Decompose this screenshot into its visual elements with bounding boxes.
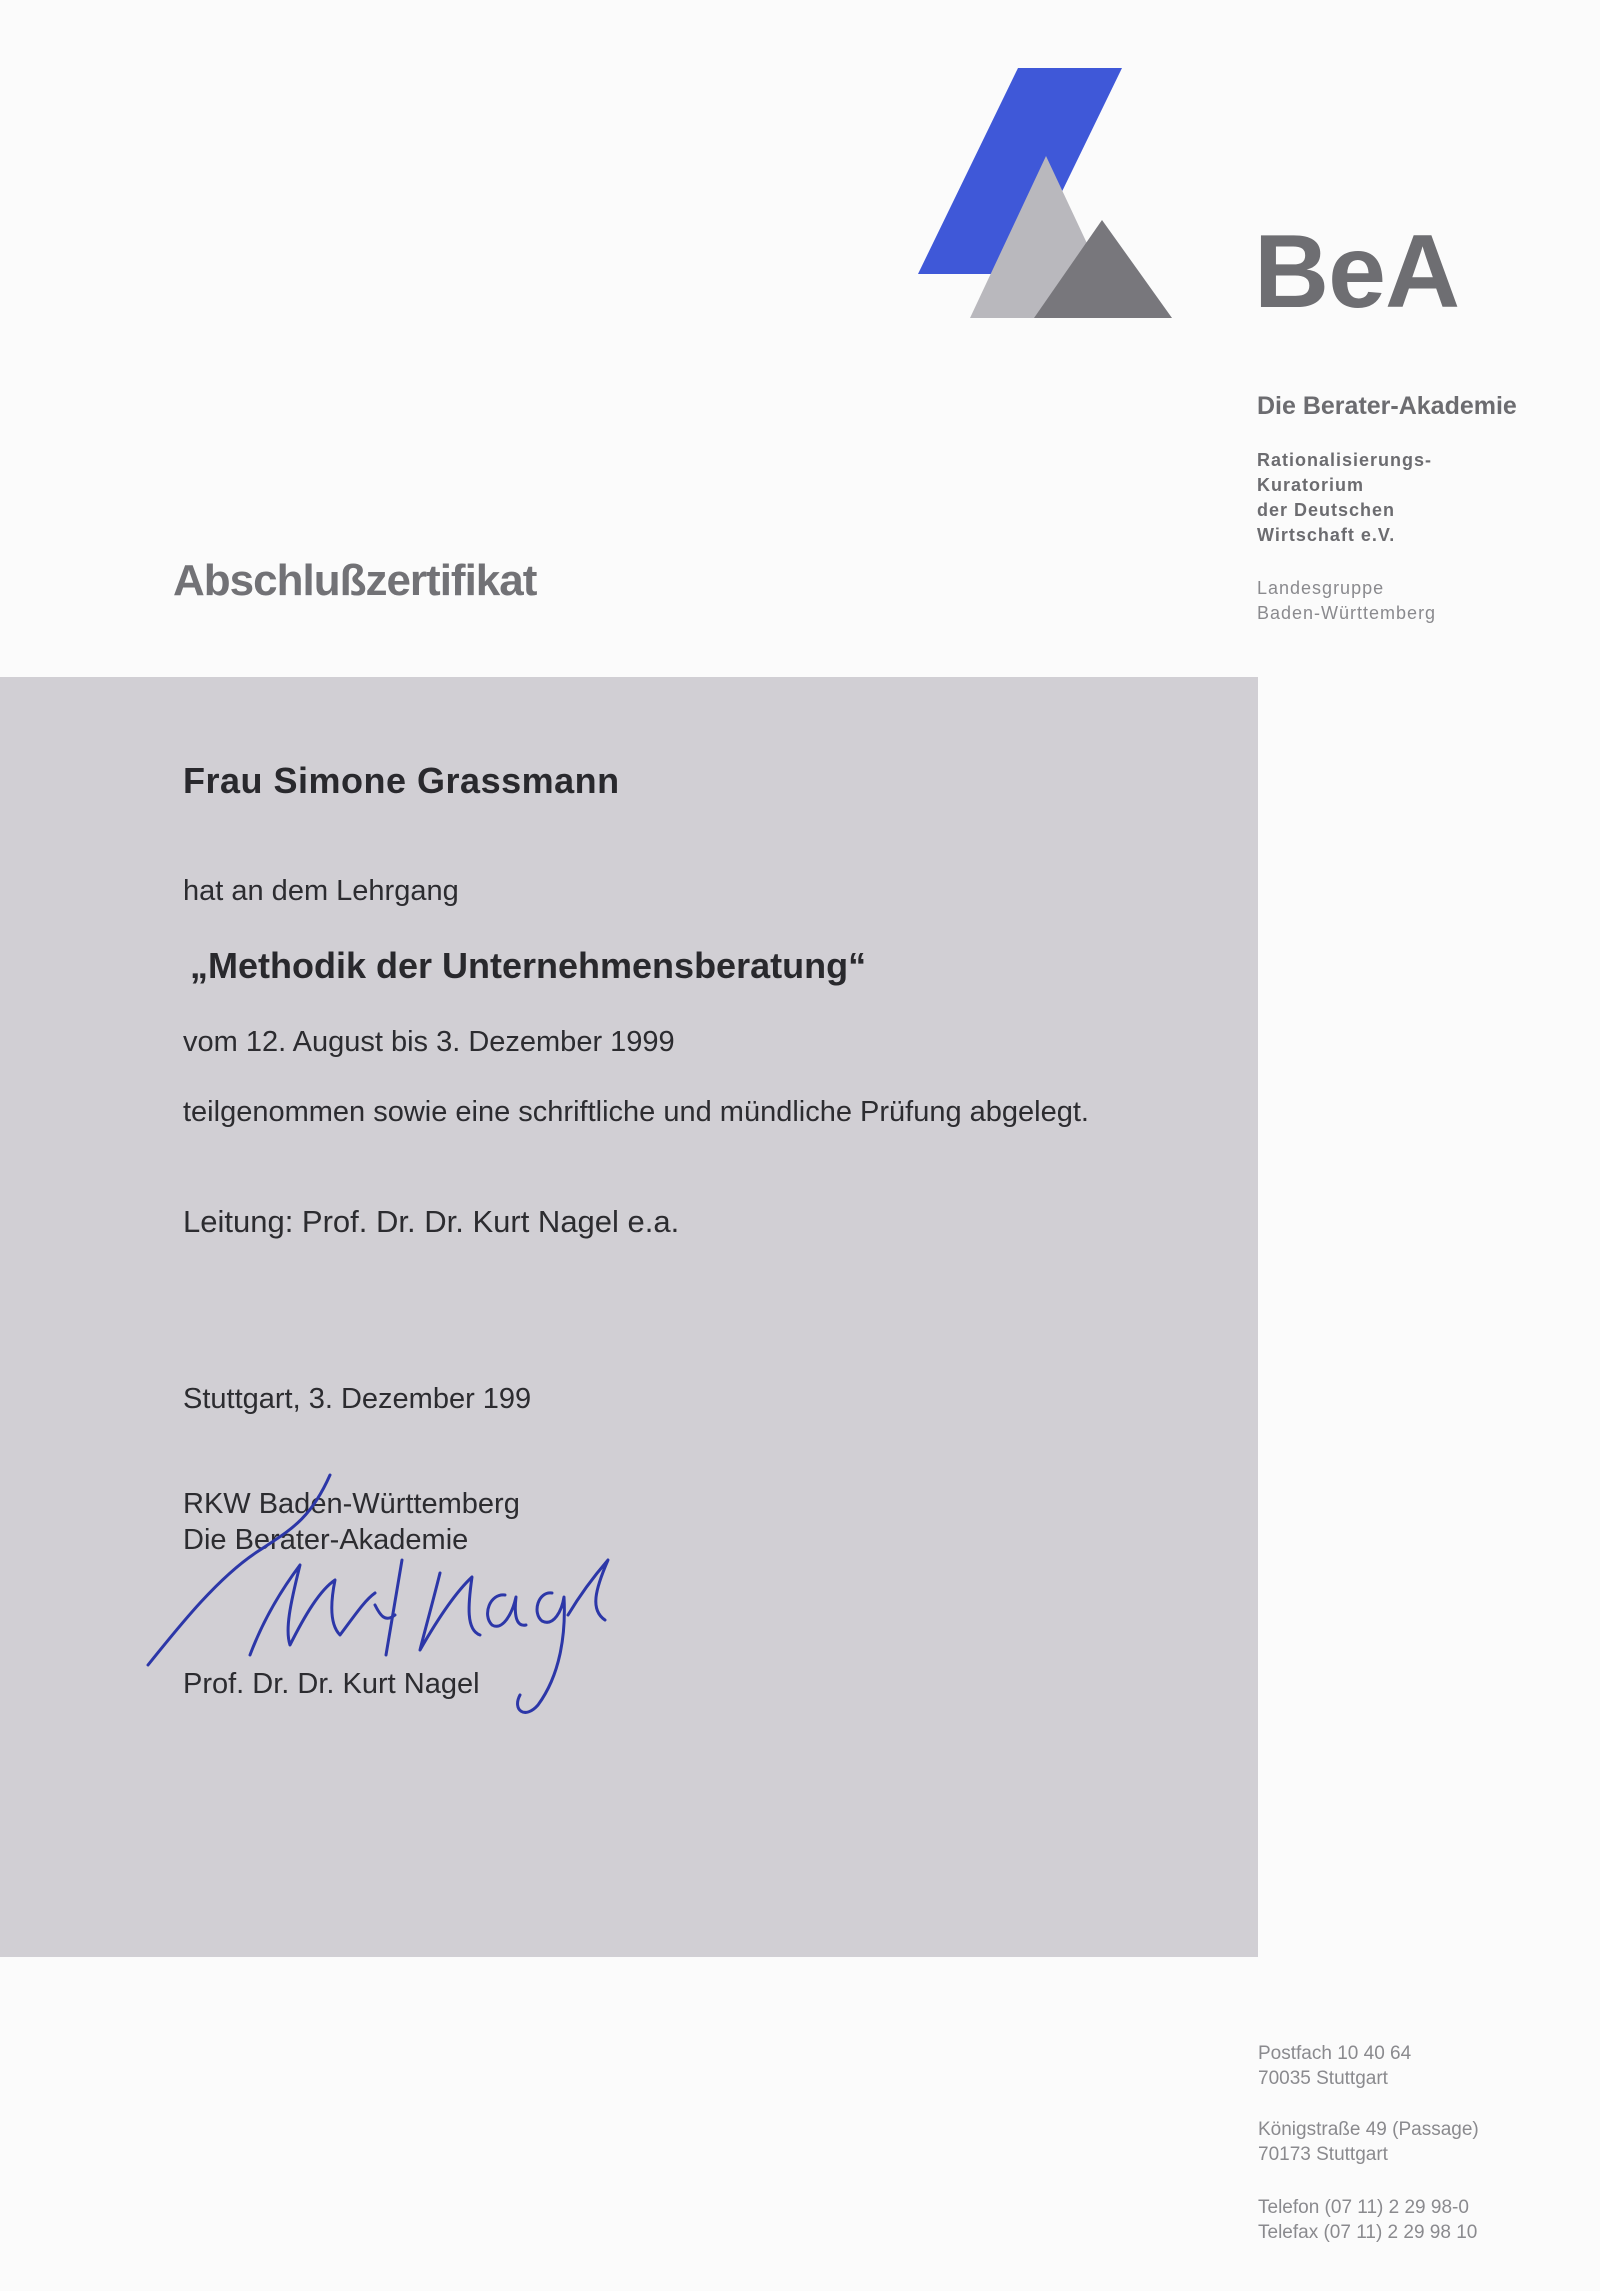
issuer-line-1: RKW Baden-Württemberg	[183, 1488, 520, 1520]
course-name: „Methodik der Unternehmensberatung“	[190, 945, 867, 986]
recipient-name: Frau Simone Grassmann	[183, 760, 620, 801]
course-intro: hat an dem Lehrgang	[183, 875, 459, 907]
street-address	[1258, 2117, 1479, 2167]
org-line: der Deutschen	[1257, 500, 1396, 520]
certificate-panel	[0, 677, 1258, 1957]
date-range: vom 12. August bis 3. Dezember 1999	[183, 1026, 675, 1058]
signature-icon	[140, 1465, 610, 1725]
phone-numbers	[1258, 2195, 1477, 2245]
phone-line: Telefon (07 11) 2 29 98-0	[1258, 2197, 1469, 2218]
region-description	[1257, 576, 1436, 626]
signer-name: Prof. Dr. Dr. Kurt Nagel	[183, 1668, 480, 1700]
bea-logo-icon	[918, 68, 1172, 318]
org-line: Kuratorium	[1257, 475, 1365, 495]
org-line: Rationalisierungs-	[1257, 450, 1433, 470]
place-date: Stuttgart, 3. Dezember 199	[183, 1383, 532, 1415]
org-title: Die Berater-Akademie	[1257, 392, 1517, 420]
street-line: Königstraße 49 (Passage)	[1258, 2119, 1479, 2140]
org-description	[1257, 448, 1432, 548]
postal-address	[1258, 2041, 1411, 2091]
issuer-line-2: Die Berater-Akademie	[183, 1524, 469, 1556]
brand-name: BeA	[1254, 214, 1460, 330]
org-line: Wirtschaft e.V.	[1257, 525, 1396, 545]
course-lead: Leitung: Prof. Dr. Dr. Kurt Nagel e.a.	[183, 1204, 680, 1239]
completion-statement: teilgenommen sowie eine schriftliche und mündliche Prüfung abgelegt.	[183, 1096, 1089, 1128]
region-line: Landesgruppe	[1257, 578, 1385, 598]
postal-line: 70035 Stuttgart	[1258, 2068, 1388, 2089]
document-title: Abschlußzertifikat	[173, 556, 537, 605]
street-line: 70173 Stuttgart	[1258, 2144, 1388, 2165]
postal-line: Postfach 10 40 64	[1258, 2043, 1412, 2064]
fax-line: Telefax (07 11) 2 29 98 10	[1258, 2222, 1478, 2243]
region-line: Baden-Württemberg	[1257, 603, 1437, 623]
